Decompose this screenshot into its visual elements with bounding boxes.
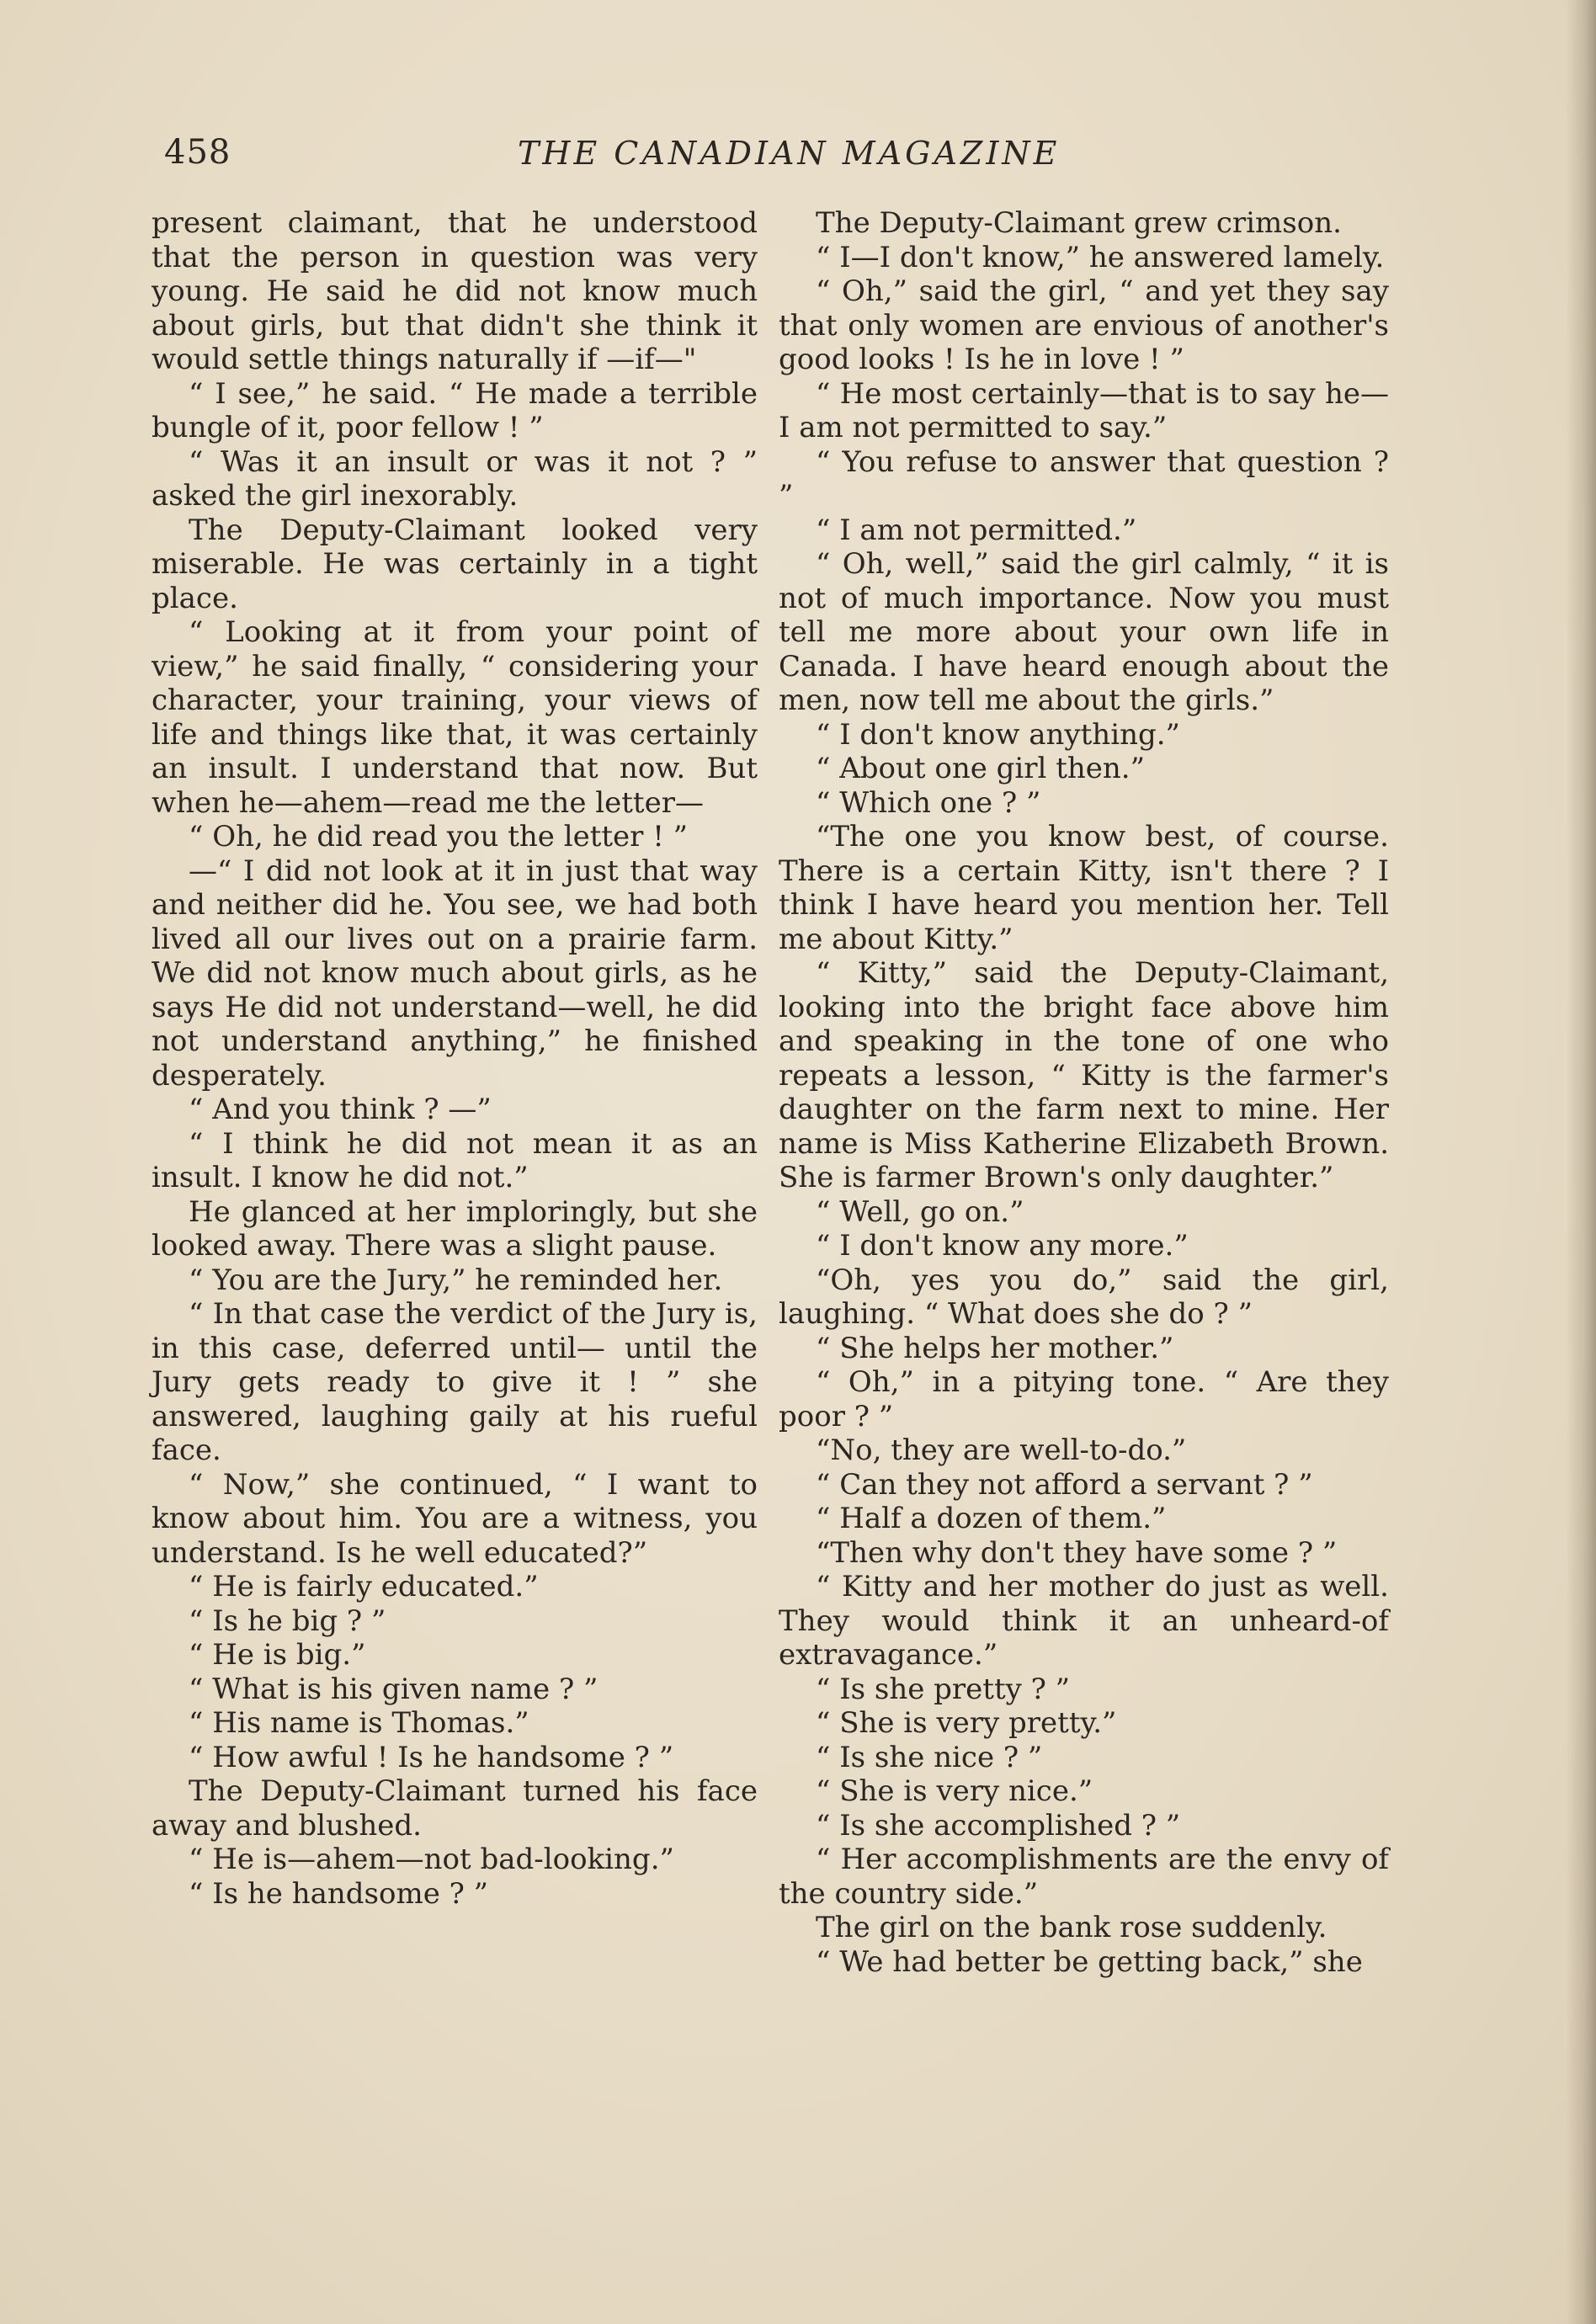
paragraph: “No, they are well-to-do.” — [816, 1433, 1187, 1467]
paragraph: “ Can they not afford a servant ? ” — [816, 1467, 1313, 1502]
paragraph: “ Now,” she continued, “ I want to know about him. You are a witness, you understand. Is he well educated?” — [152, 1467, 758, 1570]
paragraph: “ Oh,” in a pitying tone. “ Are they poor ? ” — [779, 1365, 1389, 1433]
paragraph: The Deputy-Claimant looked very miserable. He was certainly in a tight place. — [152, 513, 758, 615]
paragraph: “ I don't know anything.” — [816, 717, 1180, 752]
paragraph: “ I don't know any more.” — [816, 1229, 1189, 1263]
paragraph: “ Which one ? ” — [816, 785, 1041, 820]
left-text-column — [152, 206, 758, 1911]
paragraph: “ You are the Jury,” he reminded her. — [189, 1263, 723, 1297]
running-title: THE CANADIAN MAGAZINE — [518, 135, 1061, 172]
paragraph: “ Kitty,” said the Deputy-Claimant, looking into the bright face above him and speaking in the tone of one who repeats a lesson, “ Kitty is the farmer's daughter on the farm next to mine. Her name is Miss Katherine Elizabeth Brown. She is farmer Brown's only daughter.” — [779, 956, 1389, 1194]
paragraph: He glanced at her imploringly, but she looked away. There was a slight pause. — [152, 1194, 758, 1263]
paragraph: “The one you know best, of course. There is a certain Kitty, isn't there ? I think I have heard you mention her. Tell me about Kitty.” — [779, 820, 1389, 956]
paragraph: present claimant, that he understood that the person in question was very young. He said he did not know much about girls, but that didn't she think it would settle things naturally if —if—" — [152, 206, 758, 376]
paragraph: The Deputy-Claimant grew crimson. — [816, 206, 1342, 240]
paragraph: “ He is fairly educated.” — [189, 1570, 539, 1603]
right-text-column — [779, 206, 1389, 1979]
paragraph: The girl on the bank rose suddenly. — [816, 1911, 1327, 1944]
paragraph: “ Is she nice ? ” — [816, 1740, 1043, 1774]
paragraph: “Then why don't they have some ? ” — [816, 1535, 1338, 1570]
paragraph: The Deputy-Claimant turned his face away and blushed. — [152, 1774, 758, 1843]
paragraph: “ I—I don't know,” he answered lamely. — [816, 240, 1385, 274]
paragraph: “ I am not permitted.” — [816, 513, 1137, 547]
page-header — [164, 126, 1385, 185]
paragraph: “ She is very pretty.” — [816, 1706, 1117, 1740]
paragraph: “ About one girl then.” — [816, 752, 1145, 785]
paragraph: “ Is he handsome ? ” — [189, 1876, 489, 1911]
paragraph: “ Was it an insult or was it not ? ” asked the girl inexorably. — [152, 444, 758, 513]
paragraph: “ I see,” he said. “ He made a terrible bungle of it, poor fellow ! ” — [152, 376, 758, 444]
paragraph: “ Kitty and her mother do just as well. They would think it an unheard-of extravagance.” — [779, 1570, 1389, 1672]
paragraph: “ Is she pretty ? ” — [816, 1672, 1071, 1706]
paragraph: “ We had better be getting back,” she — [816, 1944, 1363, 1979]
paragraph: “ I think he did not mean it as an insult. I know he did not.” — [152, 1126, 758, 1194]
paragraph: “ You refuse to answer that question ? ” — [779, 444, 1389, 513]
paragraph: “ His name is Thomas.” — [189, 1706, 529, 1740]
page-edge-shadow — [1566, 0, 1596, 2324]
paragraph: “ What is his given name ? ” — [189, 1672, 598, 1706]
paragraph: “ He is—ahem—not bad-looking.” — [189, 1843, 674, 1876]
paragraph: “ She is very nice.” — [816, 1774, 1093, 1808]
paragraph: “ Her accomplishments are the envy of the country side.” — [779, 1843, 1389, 1911]
paragraph: “ Looking at it from your point of view,” he said finally, “ considering your character, your training, your views of life and things like that, it was certainly an insult. I understand that now. But when he—ahem—read me the letter— — [152, 615, 758, 820]
paragraph: —“ I did not look at it in just that way and neither did he. You see, we had both lived all our lives out on a prairie farm. We did not know much about girls, as he says He did not understand—well, he did not understand anything,” he finished desperately. — [152, 854, 758, 1093]
paragraph: “ And you think ? —” — [189, 1093, 492, 1126]
paragraph: “ He most certainly—that is to say he—I am not permitted to say.” — [779, 376, 1389, 444]
paragraph: “ In that case the verdict of the Jury is, in this case, deferred until— until the Jury gets ready to give it ! ” she answered, laughing gaily at his rueful face. — [152, 1297, 758, 1467]
paragraph: “ Is she accomplished ? ” — [816, 1808, 1181, 1843]
paragraph: “Oh, yes you do,” said the girl, laughing. “ What does she do ? ” — [779, 1263, 1389, 1331]
paragraph: “ Is he big ? ” — [189, 1603, 386, 1638]
paragraph: “ Oh,” said the girl, “ and yet they say that only women are envious of another's good looks ! Is he in love ! ” — [779, 274, 1389, 376]
paragraph: “ Oh, well,” said the girl calmly, “ it is not of much importance. Now you must tell me more about your own life in Canada. I have heard enough about the men, now tell me about the girls.” — [779, 547, 1389, 717]
paragraph: “ Half a dozen of them.” — [816, 1502, 1167, 1535]
paragraph: “ Oh, he did read you the letter ! ” — [189, 820, 689, 854]
paragraph: “ How awful ! Is he handsome ? ” — [189, 1740, 674, 1774]
page-number: 458 — [164, 133, 231, 172]
paragraph: “ She helps her mother.” — [816, 1331, 1174, 1365]
paragraph: “ He is big.” — [189, 1638, 366, 1672]
paragraph: “ Well, go on.” — [816, 1194, 1024, 1229]
